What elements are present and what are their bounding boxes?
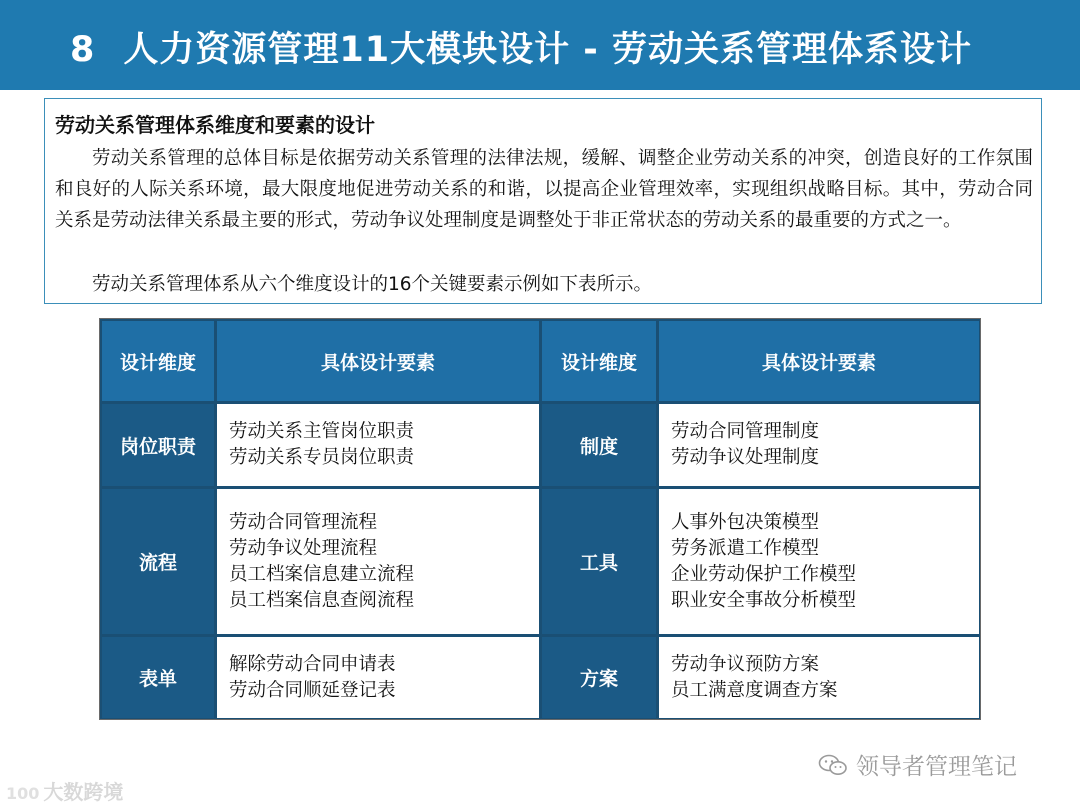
- element-item: 劳务派遣工作模型: [671, 537, 820, 559]
- element-item: 劳动争议处理流程: [229, 537, 378, 559]
- element-item: 员工满意度调查方案: [671, 679, 838, 701]
- dimension-cell: 制度: [542, 404, 656, 486]
- header-dimension-left: 设计维度: [102, 321, 214, 401]
- watermark-right: [818, 748, 1017, 781]
- element-item: 企业劳动保护工作模型: [671, 563, 857, 585]
- watermark-logo: 100: [6, 784, 40, 803]
- elements-cell: [217, 404, 539, 486]
- element-item: 劳动争议处理制度: [671, 447, 820, 468]
- dimension-cell: 岗位职责: [102, 404, 214, 486]
- header-elements-right: 具体设计要素: [659, 321, 979, 401]
- intro-heading: 劳动关系管理体系维度和要素的设计: [55, 113, 375, 137]
- element-item: 劳动关系专员岗位职责: [229, 447, 415, 468]
- element-item: 人事外包决策模型: [671, 511, 820, 533]
- elements-cell: [659, 637, 979, 718]
- title-bar: [0, 0, 1080, 90]
- element-item: 劳动合同管理流程: [229, 511, 378, 533]
- element-item: 员工档案信息查阅流程: [229, 589, 415, 611]
- element-item: 劳动合同管理制度: [671, 421, 820, 442]
- element-item: 解除劳动合同申请表: [229, 653, 396, 675]
- intro-paragraph-1: 劳动关系管理的总体目标是依据劳动关系管理的法律法规，缓解、调整企业劳动关系的冲突，创造良好的工作氛围和良好的人际关系环境，最大限度地促进劳动关系的和谐，以提高企业管理效率，实现组织战略目标。其中，劳动合同关系是劳动法律关系最主要的形式，劳动争议处理制度是调整处于非正常状态的劳动关系的最重要的方式之一。: [55, 148, 1033, 231]
- dimension-cell: 表单: [102, 637, 214, 718]
- design-elements-table: [99, 318, 981, 720]
- watermark-right-text: 领导者管理笔记: [856, 754, 1017, 780]
- page-title: [70, 22, 972, 72]
- element-item: 员工档案信息建立流程: [229, 563, 415, 585]
- dimension-cell: 流程: [102, 489, 214, 634]
- element-item: 劳动合同顺延登记表: [229, 679, 396, 701]
- header-elements-left: 具体设计要素: [217, 321, 539, 401]
- watermark-left: [6, 776, 123, 805]
- element-item: 劳动关系主管岗位职责: [229, 421, 415, 442]
- elements-cell: [217, 637, 539, 718]
- wechat-icon: [818, 753, 848, 777]
- watermark-left-text: 大数跨境: [43, 780, 124, 804]
- intro-paragraph-2: 劳动关系管理体系从六个维度设计的16个关键要素示例如下表所示。: [92, 274, 653, 295]
- intro-box: [44, 98, 1042, 304]
- section-title: 人力资源管理11大模块设计 - 劳动关系管理体系设计: [123, 30, 972, 70]
- dimension-cell: 工具: [542, 489, 656, 634]
- elements-cell: [217, 489, 539, 634]
- elements-cell: [659, 404, 979, 486]
- section-number: 8: [70, 30, 96, 70]
- dimension-cell: 方案: [542, 637, 656, 718]
- element-item: 劳动争议预防方案: [671, 653, 820, 675]
- header-dimension-right: 设计维度: [542, 321, 656, 401]
- elements-cell: [659, 489, 979, 634]
- element-item: 职业安全事故分析模型: [671, 589, 857, 611]
